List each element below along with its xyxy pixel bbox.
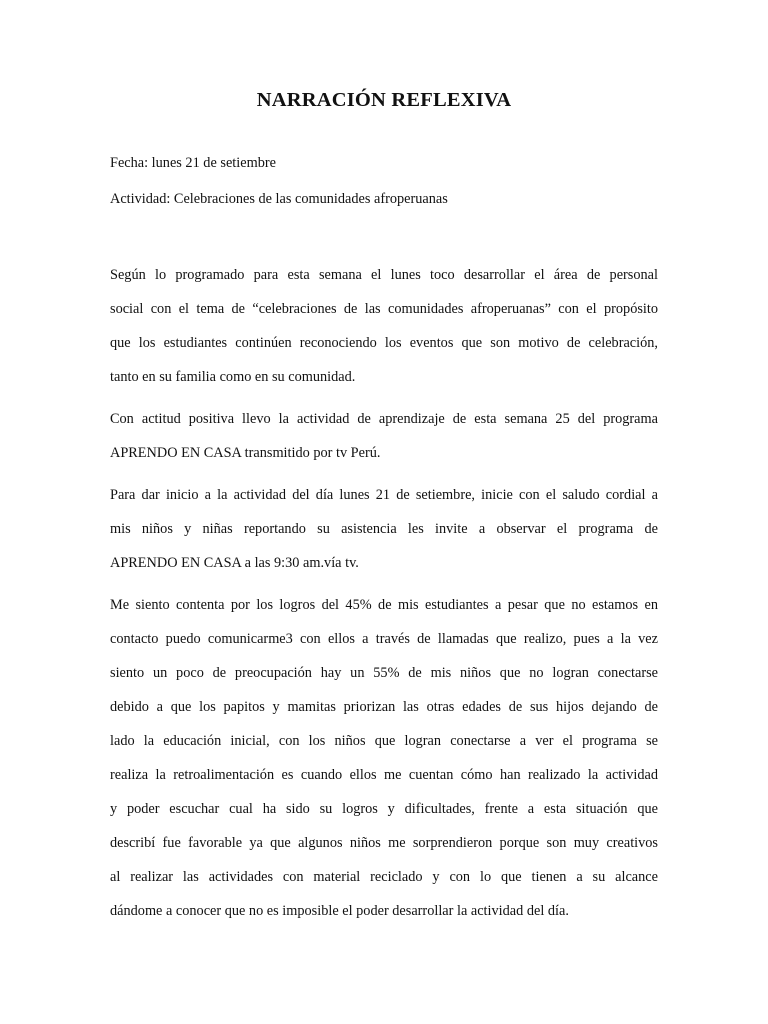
paragraph-1 [110,264,658,400]
paragraph-line: APRENDO EN CASA a las 9:30 am.vía tv. [110,555,359,571]
paragraph-line: al realizar las actividades con material reciclado y con lo que tienen a su alcance [110,869,658,885]
paragraph-line: social con el tema de “celebraciones de las comunidades afroperuanas” con el propósito [110,301,658,317]
actividad-line: Actividad: Celebraciones de las comunidades afroperuanas [110,191,448,207]
paragraph-line: debido a que los papitos y mamitas priorizan las otras edades de sus hijos dejando de [110,699,658,715]
paragraph-line: que los estudiantes continúen reconociendo los eventos que son motivo de celebración, [110,335,658,351]
paragraph-3 [110,484,658,586]
paragraph-line: APRENDO EN CASA transmitido por tv Perú. [110,445,381,461]
paragraph-line: contacto puedo comunicarme3 con ellos a través de llamadas que realizo, pues a la vez [110,631,658,647]
paragraph-line: mis niños y niñas reportando su asistencia les invite a observar el programa de [110,521,658,537]
paragraph-line: describí fue favorable ya que algunos niños me sorprendieron porque son muy creativos [110,835,658,851]
paragraph-line: dándome a conocer que no es imposible el poder desarrollar la actividad del día. [110,903,569,919]
paragraph-line: lado la educación inicial, con los niños que logran conectarse a ver el programa se [110,733,658,749]
paragraph-line: tanto en su familia como en su comunidad. [110,369,356,385]
paragraph-line: Me siento contenta por los logros del 45% de mis estudiantes a pesar que no estamos en [110,597,658,613]
paragraph-4 [110,594,658,934]
paragraph-line: Con actitud positiva llevo la actividad de aprendizaje de esta semana 25 del programa [110,411,658,427]
document-title: NARRACIÓN REFLEXIVA [256,89,512,111]
paragraph-line: siento un poco de preocupación hay un 55% de mis niños que no logran conectarse [110,665,658,681]
paragraph-line: Según lo programado para esta semana el lunes toco desarrollar el área de personal [110,267,658,283]
fecha-line: Fecha: lunes 21 de setiembre [110,155,276,171]
paragraph-line: y poder escuchar cual ha sido su logros y dificultades, frente a esta situación que [110,801,658,817]
document-body [110,264,658,942]
paragraph-line: realiza la retroalimentación es cuando ellos me cuentan cómo han realizado la actividad [110,767,658,783]
paragraph-line: Para dar inicio a la actividad del día lunes 21 de setiembre, inicie con el saludo cordial a [110,487,658,503]
paragraph-2 [110,408,658,476]
